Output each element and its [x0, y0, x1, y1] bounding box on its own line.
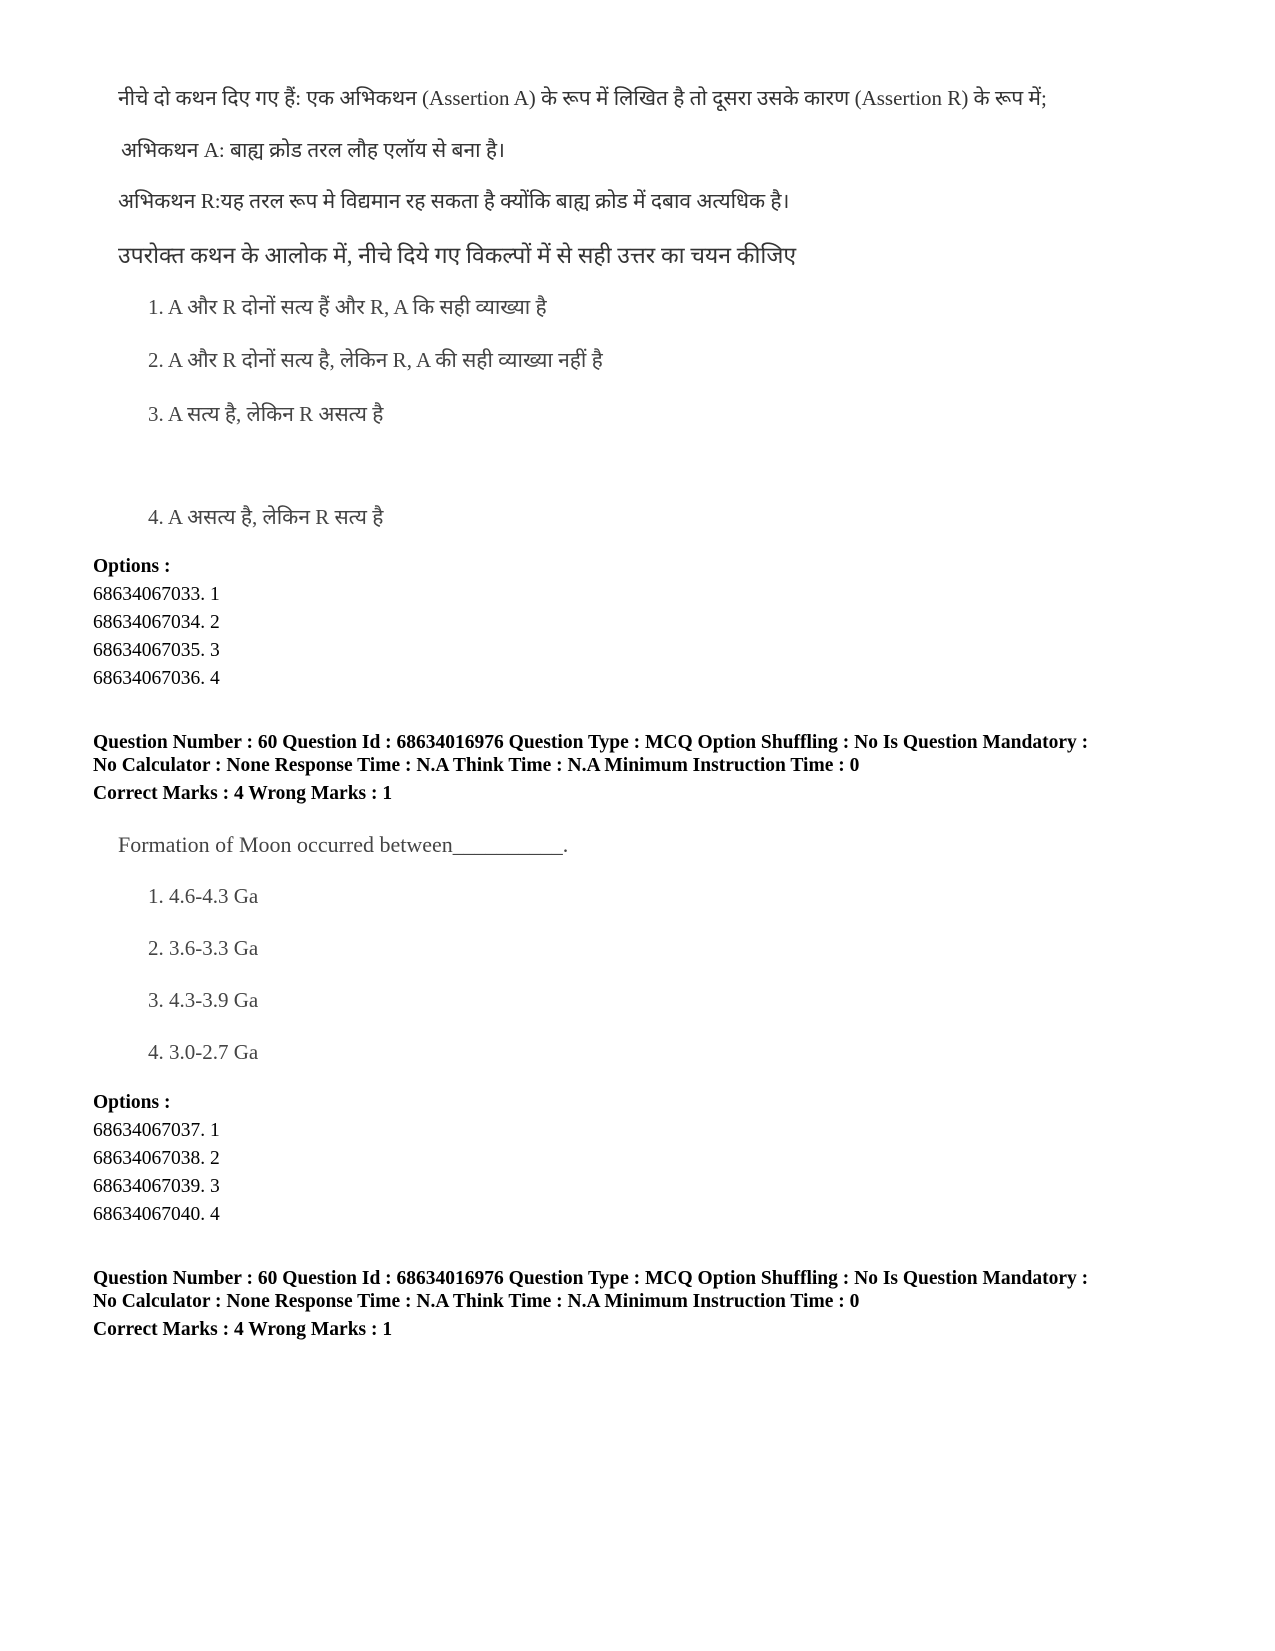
q60a-marks: Correct Marks : 4 Wrong Marks : 1 [93, 783, 393, 804]
q59-stem-line-1: नीचे दो कथन दिए गए हैं: एक अभिकथन (Assertion A) के रूप में लिखित है तो दूसरा उसके कारण (Assertion R) के रूप में; [118, 86, 1047, 110]
q60a-meta-line-1: Question Number : 60 Question Id : 68634016976 Question Type : MCQ Option Shuffling : No Is Question Mandatory : [93, 732, 1089, 753]
q60a-stem: Formation of Moon occurred between__________. [118, 832, 569, 857]
q59-choice-1: 1. A और R दोनों सत्य हैं और R, A कि सही व्याख्या है [148, 295, 547, 319]
q60a-option-1: 68634067037. 1 [93, 1120, 220, 1141]
q59-stem-line-3: अभिकथन R:यह तरल रूप मे विद्यमान रह सकता है क्योंकि बाह्य क्रोड में दबाव अत्यधिक है। [118, 189, 790, 213]
q59-option-1: 68634067033. 1 [93, 584, 220, 605]
q59-option-4: 68634067036. 4 [93, 668, 220, 689]
q60a-option-4: 68634067040. 4 [93, 1204, 220, 1225]
q60b-marks: Correct Marks : 4 Wrong Marks : 1 [93, 1319, 393, 1340]
q60a-choice-3: 3. 4.3-3.9 Ga [148, 988, 259, 1012]
q59-option-2: 68634067034. 2 [93, 612, 220, 633]
q60b-meta-line-2: No Calculator : None Response Time : N.A Think Time : N.A Minimum Instruction Time : 0 [93, 1291, 860, 1312]
q59-stem-line-4: उपरोक्त कथन के आलोक में, नीचे दिये गए विकल्पों में से सही उत्तर का चयन कीजिए [118, 243, 797, 268]
q60b-meta-line-1: Question Number : 60 Question Id : 68634016976 Question Type : MCQ Option Shuffling : No Is Question Mandatory : [93, 1268, 1089, 1289]
q60a-option-3: 68634067039. 3 [93, 1176, 220, 1197]
q59-choice-4: 4. A असत्य है, लेकिन R सत्य है [148, 505, 384, 529]
q59-choice-2: 2. A और R दोनों सत्य है, लेकिन R, A की सही व्याख्या नहीं है [148, 348, 603, 372]
q59-options-label: Options : [93, 556, 171, 577]
q60a-choice-2: 2. 3.6-3.3 Ga [148, 936, 259, 960]
q59-stem-line-2: अभिकथन A: बाह्य क्रोड तरल लौह एलॉय से बना है। [121, 138, 505, 162]
q59-choice-3: 3. A सत्य है, लेकिन R असत्य है [148, 402, 384, 426]
q60a-choice-4: 4. 3.0-2.7 Ga [148, 1040, 259, 1064]
q60a-option-2: 68634067038. 2 [93, 1148, 220, 1169]
q60a-meta-line-2: No Calculator : None Response Time : N.A Think Time : N.A Minimum Instruction Time : 0 [93, 755, 860, 776]
q59-option-3: 68634067035. 3 [93, 640, 220, 661]
q60a-options-label: Options : [93, 1092, 171, 1113]
q60a-choice-1: 1. 4.6-4.3 Ga [148, 884, 259, 908]
